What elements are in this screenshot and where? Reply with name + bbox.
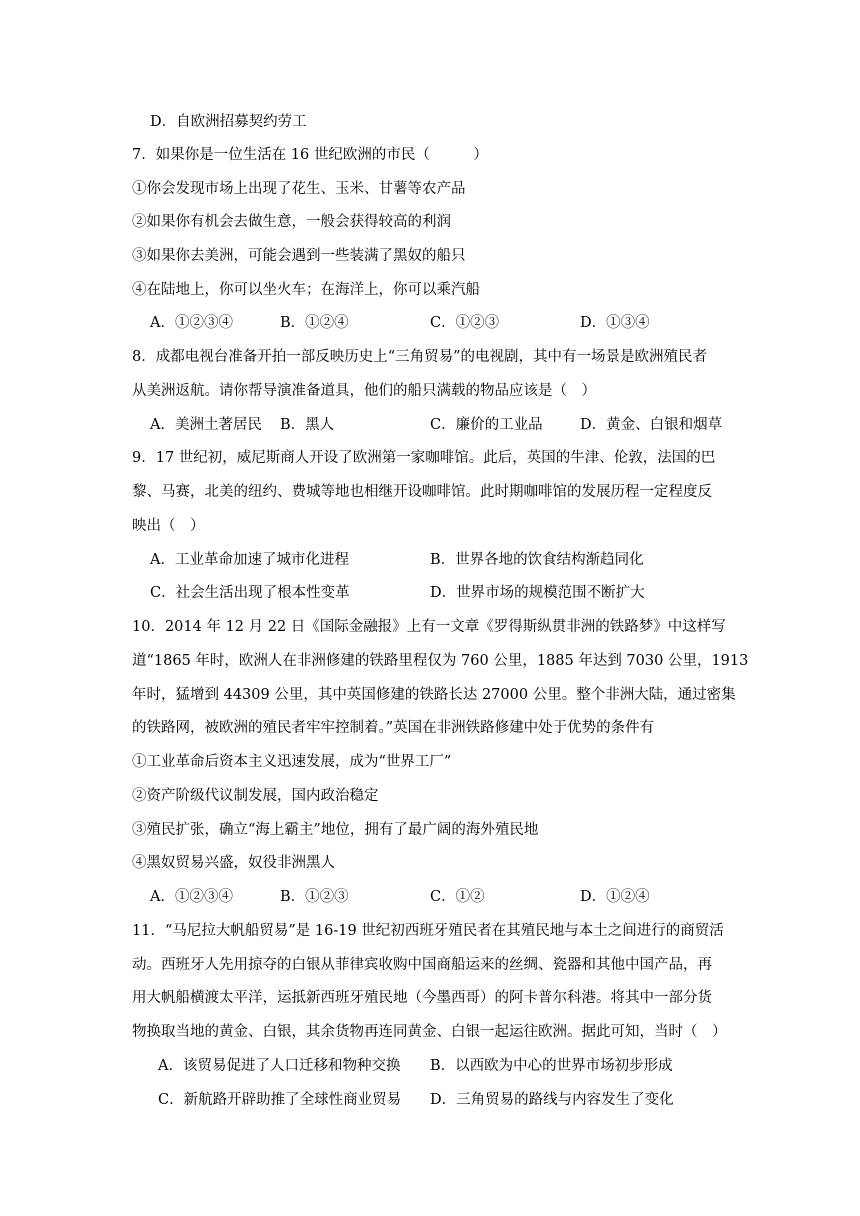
q10-option-d: D．①②④ <box>580 889 650 905</box>
q9-option-c: C．社会生活出现了根本性变革 <box>150 585 350 601</box>
q9-option-d: D．世界市场的规模范围不断扩大 <box>430 585 645 601</box>
q8-stem-line-1: 8．成都电视台准备开拍一部反映历史上“三角贸易”的电视剧，其中有一场景是欧洲殖民者 <box>132 349 708 365</box>
q8-option-b: B．黑人 <box>280 417 335 433</box>
q7-item-1: ①你会发现市场上出现了花生、玉米、甘薯等农产品 <box>132 181 466 197</box>
q7-item-4: ④在陆地上，你可以坐火车；在海洋上，你可以乘汽船 <box>132 282 480 298</box>
q11-stem-line-3: 用大帆船横渡太平洋，运抵新西班牙殖民地（今墨西哥）的阿卡普尔科港。将其中一部分货 <box>132 990 712 1006</box>
q9-option-a: A．工业革命加速了城市化进程 <box>150 552 349 568</box>
q9-option-b: B．世界各地的饮食结构渐趋同化 <box>430 552 644 568</box>
q7-item-2: ②如果你有机会去做生意，一般会获得较高的利润 <box>132 214 451 230</box>
q10-stem-line-2: 道“1865 年时，欧洲人在非洲修建的铁路里程仅为 760 公里，1885 年达到 7030 公里，1913 <box>132 653 749 669</box>
q10-stem-line-3: 年时，猛增到 44309 公里，其中英国修建的铁路长达 27000 公里。整个非洲大陆，通过密集 <box>132 687 736 703</box>
q10-option-b: B．①②③ <box>280 889 349 905</box>
q7-option-c: C．①②③ <box>430 315 500 331</box>
q10-item-4: ④黑奴贸易兴盛，奴役非洲黑人 <box>132 855 335 871</box>
q6-option-d: D．自欧洲招募契约劳工 <box>150 114 307 130</box>
q8-stem-line-2: 从美洲返航。请你帮导演准备道具，他们的船只满载的物品应该是（ ） <box>132 383 596 399</box>
q7-item-3: ③如果你去美洲，可能会遇到一些装满了黑奴的船只 <box>132 248 466 264</box>
q10-option-a: A．①②③④ <box>150 889 233 905</box>
q7-option-b: B．①②④ <box>280 315 349 331</box>
q11-option-a: A．该贸易促进了人口迁移和物种交换 <box>158 1058 401 1074</box>
q11-option-c: C．新航路开辟助推了全球性商业贸易 <box>158 1092 402 1108</box>
q7-stem: 7．如果你是一位生活在 16 世纪欧洲的市民（ ） <box>132 147 488 163</box>
q8-option-c: C．廉价的工业品 <box>430 417 543 433</box>
q11-option-b: B．以西欧为中心的世界市场初步形成 <box>430 1058 673 1074</box>
q10-item-2: ②资产阶级代议制发展，国内政治稳定 <box>132 788 379 804</box>
q10-stem-line-1: 10．2014 年 12 月 22 日《国际金融报》上有一文章《罗得斯纵贯非洲的铁路梦》中这样写 <box>132 619 726 635</box>
q8-option-a: A．美洲土著居民 <box>150 417 262 433</box>
q10-item-1: ①工业革命后资本主义迅速发展，成为“世界工厂” <box>132 754 452 770</box>
q9-stem-line-1: 9．17 世纪初，威尼斯商人开设了欧洲第一家咖啡馆。此后，英国的牛津、伦敦，法国的巴 <box>132 450 716 466</box>
q7-option-a: A．①②③④ <box>150 315 233 331</box>
q11-stem-line-1: 11．“马尼拉大帆船贸易”是 16-19 世纪初西班牙殖民者在其殖民地与本土之间进行的商贸活 <box>132 923 724 939</box>
q11-stem-line-2: 动。西班牙人先用掠夺的白银从菲律宾收购中国商船运来的丝绸、瓷器和其他中国产品，再 <box>132 957 712 973</box>
q11-option-d: D．三角贸易的路线与内容发生了变化 <box>430 1092 674 1108</box>
q10-stem-line-4: 的铁路网，被欧洲的殖民者牢牢控制着。”英国在非洲铁路修建中处于优势的条件有 <box>132 720 655 736</box>
q10-option-c: C．①② <box>430 889 485 905</box>
q10-item-3: ③殖民扩张，确立“海上霸主”地位，拥有了最广阔的海外殖民地 <box>132 822 539 838</box>
q7-option-d: D．①③④ <box>580 315 650 331</box>
q8-option-d: D．黄金、白银和烟草 <box>580 417 723 433</box>
q9-stem-line-2: 黎、马赛，北美的纽约、费城等地也相继开设咖啡馆。此时期咖啡馆的发展历程一定程度反 <box>132 484 712 500</box>
q9-stem-line-3: 映出（ ） <box>132 518 205 534</box>
q11-stem-line-4: 物换取当地的黄金、白银，其余货物再连同黄金、白银一起运往欧洲。据此可知，当时（ ） <box>132 1024 727 1040</box>
